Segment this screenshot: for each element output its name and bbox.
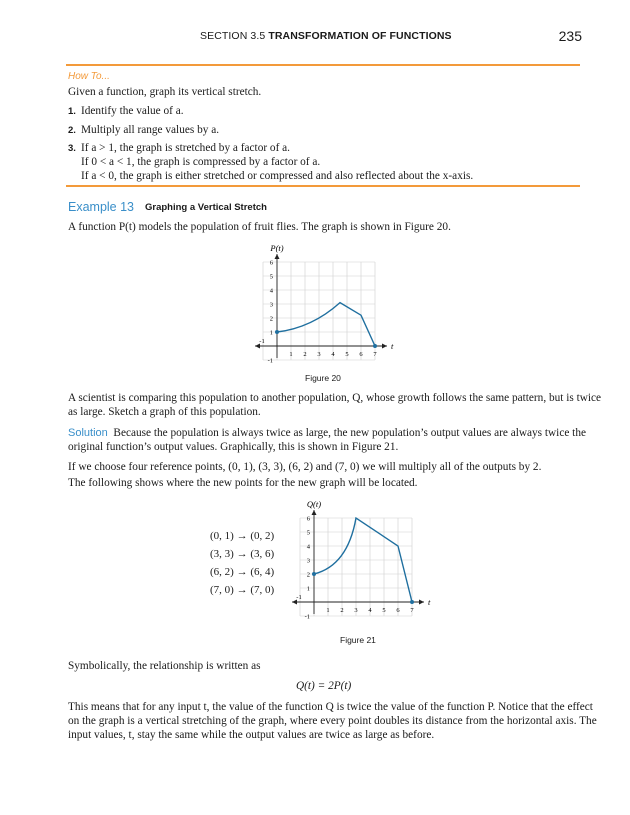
curve-start-point (275, 330, 279, 334)
x-tick-label: 7 (373, 351, 377, 358)
x-tick-label: 6 (396, 607, 400, 614)
x-tick-label: 4 (368, 607, 372, 614)
reference-points: If we choose four reference points, (0, 1), (3, 3), (6, 2) and (7, 0) we will multiply all of the outputs by 2. (68, 461, 542, 473)
x-axis-arrow (419, 600, 424, 605)
figure-21-chart (282, 494, 442, 629)
figure-20-caption: Figure 20 (305, 373, 341, 383)
x-axis-label: t (391, 341, 394, 351)
y-axis-arrow (275, 254, 280, 259)
mapping-2: (3, 3) → (3, 6) (210, 548, 275, 560)
y-tick-label: 3 (269, 301, 273, 309)
mapping-3: (6, 2) → (6, 4) (210, 566, 275, 578)
curve-start-point (312, 572, 316, 576)
solution-label: Solution (68, 427, 108, 439)
x-tick-label: 3 (317, 351, 321, 358)
how-to-step-3 (68, 141, 290, 156)
page-number: 235 (558, 28, 582, 44)
symbolic-intro: Symbolically, the relationship is written as (68, 660, 261, 672)
x-tick-label: -1 (296, 594, 302, 601)
step-number: 2. (68, 125, 76, 136)
x-tick-label: 2 (340, 607, 344, 614)
y-tick-label: -1 (267, 357, 273, 365)
example-title: Graphing a Vertical Stretch (145, 202, 267, 213)
closing-line-2: on the graph is a vertical stretching of the graph, where every point doubles its distance from the horizontal axis. The (68, 715, 597, 727)
y-axis-arrow (312, 510, 317, 515)
y-tick-label: 2 (269, 315, 273, 323)
closing-line-1: This means that for any input t, the value of the function Q is twice the value of the function P. Notice that the effect (68, 701, 593, 713)
y-tick-label: -1 (304, 613, 310, 621)
y-tick-label: 4 (269, 287, 273, 295)
x-axis-arrow (382, 344, 387, 349)
x-tick-label: 1 (326, 607, 330, 614)
x-tick-label: 5 (345, 351, 349, 358)
y-tick-label: 1 (306, 585, 310, 593)
section-prefix: SECTION 3.5 (200, 30, 266, 42)
figure-20-chart (235, 240, 410, 370)
step-number: 3. (68, 143, 76, 154)
step-text: Identify the value of a. (81, 105, 184, 117)
solution-line-1 (68, 426, 586, 440)
mapping-4: (7, 0) → (7, 0) (210, 584, 275, 596)
curve-end-point (410, 600, 414, 604)
how-to-bottom-rule (66, 185, 580, 187)
question-line-2: as large. Sketch a graph of this population. (68, 406, 261, 418)
how-to-step-3-line-3: If a < 0, the graph is either stretched or compressed and also reflected about the x-axis. (81, 170, 474, 182)
how-to-label: How To... (68, 71, 110, 82)
x-tick-label: 5 (382, 607, 386, 614)
question-line-1: A scientist is comparing this population to another population, Q, whose growth follows the same pattern, but is twice (68, 392, 602, 404)
x-tick-label: 4 (331, 351, 335, 358)
y-tick-label: 5 (269, 273, 273, 281)
following-text: The following shows where the new points for the new graph will be located. (68, 477, 418, 489)
x-tick-label: 3 (354, 607, 358, 614)
x-tick-label: -1 (259, 338, 265, 345)
solution-line-2: original function’s output values. Graphically, this is shown in Figure 21. (68, 441, 399, 453)
y-axis-label: P(t) (270, 243, 284, 253)
function-curve (277, 303, 375, 346)
x-tick-label: 6 (359, 351, 363, 358)
y-tick-label: 5 (306, 529, 310, 537)
y-tick-label: 6 (306, 515, 310, 523)
y-tick-label: 3 (306, 557, 310, 565)
step-text: If a > 1, the graph is stretched by a factor of a. (81, 142, 291, 154)
figure-21-caption: Figure 21 (340, 635, 376, 645)
y-tick-label: 2 (306, 571, 310, 579)
y-tick-label: 4 (306, 543, 310, 551)
how-to-step-2 (68, 123, 219, 138)
equation: Q(t) = 2P(t) (296, 680, 352, 692)
x-tick-label: 1 (289, 351, 293, 358)
curve-end-point (373, 344, 377, 348)
x-axis-label: t (428, 597, 431, 607)
y-tick-label: 6 (269, 259, 273, 267)
y-axis-label: Q(t) (306, 499, 322, 509)
how-to-step-3-line-2: If 0 < a < 1, the graph is compressed by a factor of a. (81, 156, 321, 168)
x-tick-label: 7 (410, 607, 414, 614)
y-tick-label: 1 (269, 329, 273, 337)
solution-text: Because the population is always twice as large, the new population’s output values are always twice the (113, 427, 586, 439)
step-number: 1. (68, 106, 76, 117)
step-text: Multiply all range values by a. (81, 124, 220, 136)
how-to-step-1 (68, 104, 184, 119)
example-intro: A function P(t) models the population of fruit flies. The graph is shown in Figure 20. (68, 221, 451, 233)
how-to-top-rule (66, 64, 580, 66)
section-title: TRANSFORMATION OF FUNCTIONS (268, 30, 452, 42)
mapping-1: (0, 1) → (0, 2) (210, 530, 275, 542)
x-tick-label: 2 (303, 351, 307, 358)
section-header (200, 30, 452, 42)
closing-line-3: input values, t, stay the same while the output values are twice as large as before. (68, 729, 435, 741)
example-label: Example 13 (68, 200, 135, 214)
how-to-intro: Given a function, graph its vertical stretch. (68, 86, 262, 98)
